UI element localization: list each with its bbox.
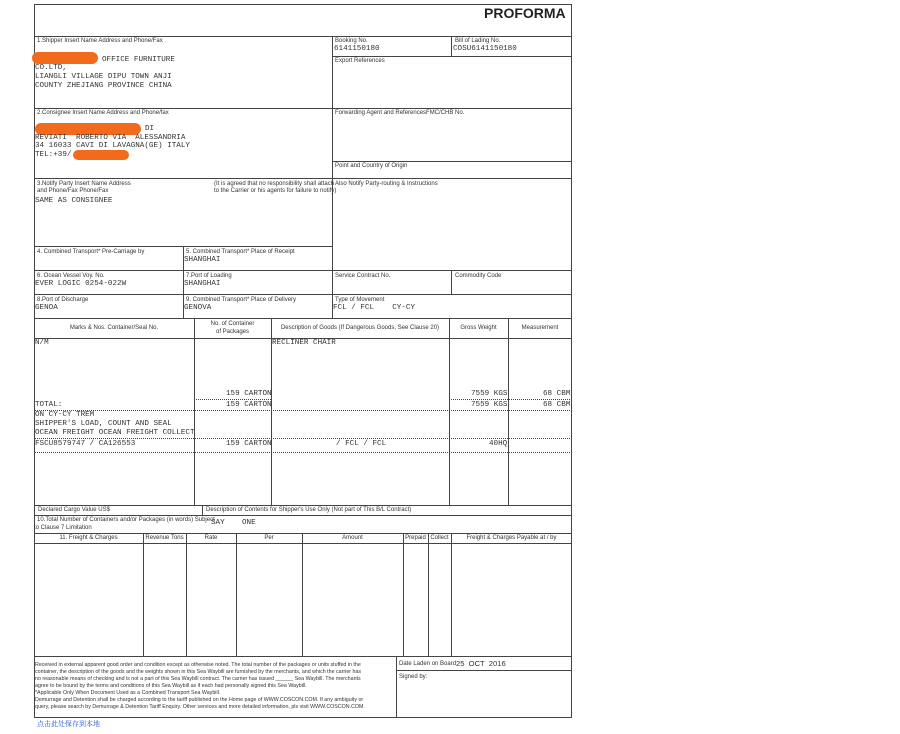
notify-note: (It is agreed that no responsibility shall attach: [214, 181, 335, 187]
contents-desc-label: Description of Contents for Shipper's Use Only (Not part of This B/L Contract): [206, 507, 412, 513]
laden-label: Date Laden on Board: [399, 661, 457, 667]
commodity-label: Commodity Code: [455, 273, 502, 279]
terms-line: no reasonable means of checking and is not a part of this Sea Waybill contract. The carrier has issued ______ Sea Waybill. The merchants: [35, 676, 361, 682]
freight-header: Amount: [342, 535, 363, 541]
container-number: FSCU8579747 / CA126553: [35, 440, 136, 448]
terms-line: Demurrage and Detention shall be charged according to the tariff published on the Home page of WWW.COSCON.COM. If any ambiguity or: [35, 697, 364, 703]
remark-line: SHIPPER'S LOAD, COUNT AND SEAL: [35, 420, 172, 428]
measurement-header: Measurement: [521, 325, 559, 331]
terms-line: agree to be bound by the terms and conditions of this Sea Waybill as if each had personally signed this Sea Waybill.: [35, 683, 307, 689]
receipt-value: SHANGHAI: [184, 256, 221, 264]
total-measurement: 68 CBM: [543, 401, 571, 409]
consignee-line: 34 16033 CAVI DI LAVAGNA(GE) ITALY: [35, 142, 190, 150]
terms-line: container, the description of the goods and the weights shown in this Sea Waybill are furnished by the merchants, and which the carrier has: [35, 669, 362, 675]
measurement-value: 68 CBM: [543, 390, 571, 398]
signed-label: Signed by:: [399, 674, 428, 680]
marks-value: N/M: [35, 339, 49, 347]
bl-label: Bill of Lading No.: [455, 38, 501, 44]
freight-header: Per: [264, 535, 274, 541]
freight-header: 11. Freight & Charges: [59, 535, 118, 541]
description-value: RECLINER CHAIR: [272, 339, 336, 347]
remark-line: OCEAN FREIGHT OCEAN FREIGHT COLLECT: [35, 429, 195, 437]
terms-line: Received in external apparent good order and condition except as otherwise noted. The total number of the packages or units stuffed in the: [35, 662, 361, 668]
discharge-label: 8.Port of Discharge: [37, 297, 89, 303]
terms-text: [35, 662, 365, 711]
total-words-value: SAY: [211, 519, 225, 527]
movement-value: FCL / FCL CY-CY: [333, 304, 416, 312]
loading-label: 7.Port of Loading: [186, 273, 232, 279]
remark-line: ON CY-CY TREM: [35, 411, 95, 419]
total-label: TOTAL:: [35, 401, 63, 409]
laden-date: 25 OCT 2016: [456, 659, 506, 668]
container-type: 40HQ: [489, 440, 508, 448]
total-words-value: ONE: [242, 519, 256, 527]
container-description: / FCL / FCL: [336, 440, 387, 448]
packages-header: of Packages: [215, 329, 250, 335]
export-refs-label: Export References: [335, 58, 385, 64]
freight-header: Rate: [204, 535, 218, 541]
notify-note: to the Carrier or his agents for failure to notify): [214, 188, 337, 194]
consignee-line: REVIATI ROBERTO VIA ALESSANDRIA: [35, 134, 186, 142]
booking-number: 6141150180: [334, 45, 380, 53]
freight-header: Revenue Tons: [145, 535, 184, 541]
receipt-label: 5. Combined Transport* Place of Receipt: [186, 249, 295, 255]
terms-line: *Applicable Only When Document Used as a Combined Transport Sea Waybill.: [35, 690, 221, 696]
delivery-value: GENOVA: [184, 304, 212, 312]
save-locally-link[interactable]: 点击此处保存到本地: [37, 721, 100, 728]
weight-header: Gross Weight: [460, 325, 497, 331]
weight-value: 7559 KGS: [471, 390, 508, 398]
shipper-label: 1.Shipper Insert Name Address and Phone/Fax: [37, 38, 163, 44]
total-words-label: 10.Total Number of Containers and/or Packages (in words) Subject: [37, 517, 215, 523]
forwarding-label: Forwarding Agent and ReferencesFMC/CHB No.: [335, 110, 465, 116]
loading-value: SHANGHAI: [184, 280, 221, 288]
notify-value: SAME AS CONSIGNEE: [35, 197, 113, 205]
booking-label: Booking No.: [335, 38, 368, 44]
freight-header: Prepaid: [405, 535, 426, 541]
container-packages: 159 CARTON: [226, 440, 272, 448]
origin-label: Point and Country of Origin: [335, 163, 408, 169]
packages-value: 159 CARTON: [226, 390, 272, 398]
total-words-label: to Clause 7 Limitation: [34, 525, 92, 531]
shipper-line: LIANGLI VILLAGE DIPU TOWN ANJI: [35, 73, 172, 81]
total-weight: 7559 KGS: [471, 401, 508, 409]
bl-number: COSU6141150180: [453, 45, 517, 53]
description-header: Description of Goods (If Dangerous Goods, See Clause 20): [280, 325, 440, 331]
also-notify-label: Also Notify Party-routing & Instructions: [335, 181, 438, 187]
vessel-label: 6. Ocean Vessel Voy. No.: [37, 273, 105, 279]
consignee-line: TEL:+39/: [35, 151, 72, 159]
vessel-value: EVER LOGIC 0254-022W: [35, 280, 127, 288]
shipper-line: CO.LTD,: [35, 64, 67, 72]
discharge-value: GENOA: [35, 304, 58, 312]
notify-label: and Phone/Fax Phone/Fax: [37, 188, 109, 194]
service-contract-label: Service Contract No.: [335, 273, 391, 279]
freight-header: Collect: [430, 535, 449, 541]
consignee-label: 2.Consignee Insert Name Address and Phone/fax: [37, 110, 169, 116]
document-title: PROFORMA: [484, 5, 566, 21]
shipper-line: COUNTY ZHEJIANG PROVINCE CHINA: [35, 82, 172, 90]
freight-header: Freight & Charges Payable at / by: [466, 535, 557, 541]
delivery-label: 9. Combined Transport* Place of Delivery: [186, 297, 297, 303]
total-packages: 159 CARTON: [226, 401, 272, 409]
notify-label: 3.Notify Party Insert Name Address: [37, 181, 131, 187]
declared-value-label: Declared Cargo Value US$: [38, 507, 110, 513]
packages-header: No. of Container: [210, 321, 255, 327]
terms-line: query, please search by Demurrage & Detention Tariff Enquiry. Other services and more detailed information, pls visit WWW.COSCON.COM.: [35, 704, 365, 710]
redaction: [73, 150, 129, 160]
shipper-line: OFFICE FURNITURE: [102, 56, 175, 64]
marks-header: Marks & Nos. Container/Seal No.: [69, 325, 159, 331]
movement-label: Type of Movement: [335, 297, 385, 303]
consignee-line: DI: [145, 125, 155, 133]
pre-carriage-label: 4. Combined Transport* Pre-Carriage by: [37, 249, 145, 255]
redaction: [32, 52, 98, 64]
